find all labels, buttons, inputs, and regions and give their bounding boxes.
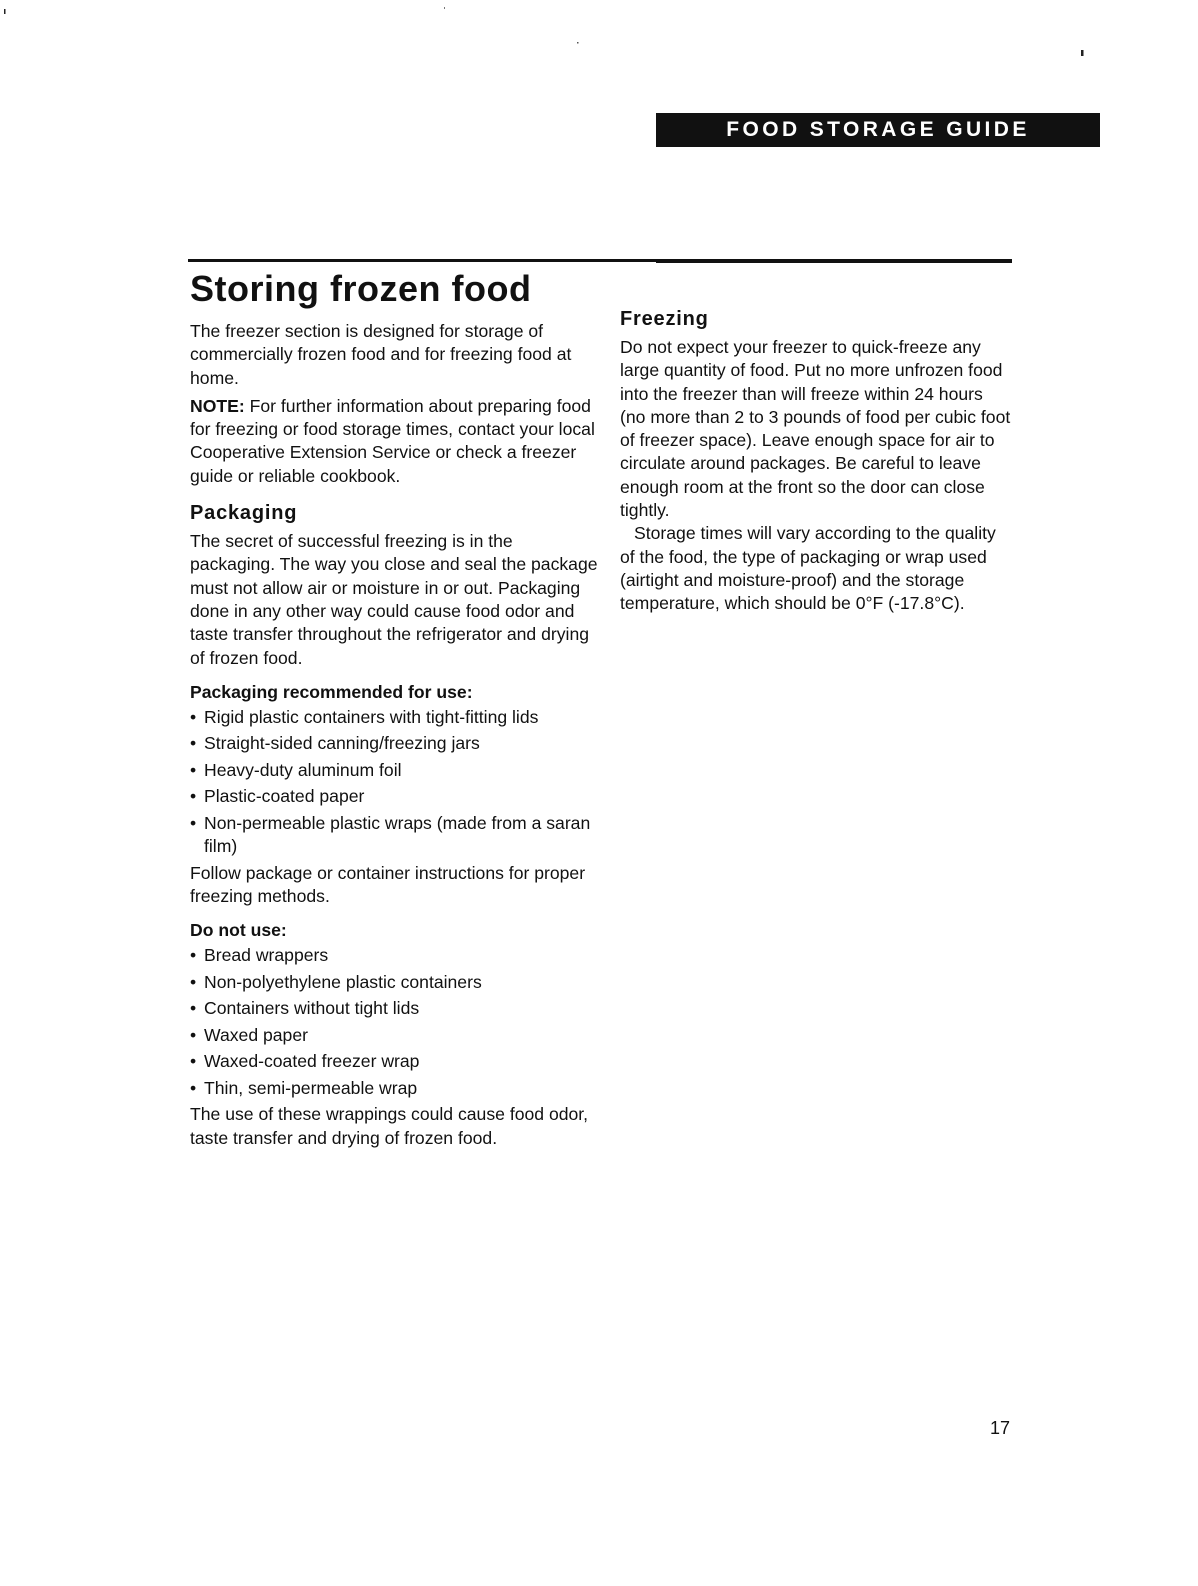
page-title: Storing frozen food — [190, 268, 532, 309]
list-item: • Rigid plastic containers with tight-fitting lids — [190, 706, 600, 730]
list-item: • Heavy-duty aluminum foil — [190, 759, 600, 783]
page-number: 17 — [990, 1418, 1011, 1438]
do-not-use-list — [190, 944, 600, 1100]
freezing-paragraph-2: Storage times will vary according to the quality of the food, the type of packaging or wrap used (airtight and moisture-proof) and the storage temperature, which should be 0°F (-17.8°C). — [620, 523, 996, 614]
title-rule-right — [656, 259, 1012, 263]
list-item: • Waxed-coated freezer wrap — [190, 1050, 600, 1074]
list-item: • Thin, semi-permeable wrap — [190, 1077, 600, 1101]
list-item: • Waxed paper — [190, 1024, 600, 1048]
note-paragraph — [190, 395, 600, 488]
list-item: • Non-permeable plastic wraps (made from a saran film) — [190, 812, 600, 859]
recommended-heading: Packaging recommended for use: — [190, 681, 473, 702]
right-column — [620, 306, 1012, 616]
list-item: • Plastic-coated paper — [190, 785, 600, 809]
title-rule-left — [188, 259, 656, 262]
packaging-heading: Packaging — [190, 502, 298, 525]
recommended-list — [190, 706, 600, 859]
list-item: • Straight-sided canning/freezing jars — [190, 732, 600, 756]
scan-specks — [0, 0, 1198, 80]
list-item: • Containers without tight lids — [190, 997, 600, 1021]
list-item: • Non-polyethylene plastic containers — [190, 971, 600, 995]
note-label: NOTE: — [190, 395, 245, 416]
intro-paragraph: The freezer section is designed for storage of commercially frozen food and for freezing food at home. — [190, 321, 572, 388]
packaging-paragraph: The secret of successful freezing is in the packaging. The way you close and seal the package must not allow air or moisture in or out. Packaging done in any other way could cause food odor and taste transfer throughout the refrigerator and drying of frozen food. — [190, 531, 598, 668]
follow-instructions: Follow package or container instructions for proper freezing methods. — [190, 862, 586, 907]
closing-paragraph: The use of these wrappings could cause food odor, taste transfer and drying of frozen food. — [190, 1104, 589, 1148]
note-text: For further information about preparing food for freezing or food storage times, contact your local Cooperative Extension Service or check a freezer guide or reliable cookbook. — [190, 395, 595, 486]
freezing-paragraph-1: Do not expect your freezer to quick-freeze any large quantity of food. Put no more unfrozen food into the freezer than will freeze within 24 hours (no more than 2 to 3 pounds of food per cubic foot of freezer space). Leave enough space for air to circulate around packages. Be careful to leave enough room at the front so the door can close tightly. — [620, 337, 1011, 521]
list-item: • Bread wrappers — [190, 944, 600, 968]
left-column — [190, 266, 600, 1150]
section-banner: FOOD STORAGE GUIDE — [656, 113, 1100, 147]
freezing-heading: Freezing — [620, 308, 709, 330]
do-not-use-heading: Do not use: — [190, 920, 287, 941]
